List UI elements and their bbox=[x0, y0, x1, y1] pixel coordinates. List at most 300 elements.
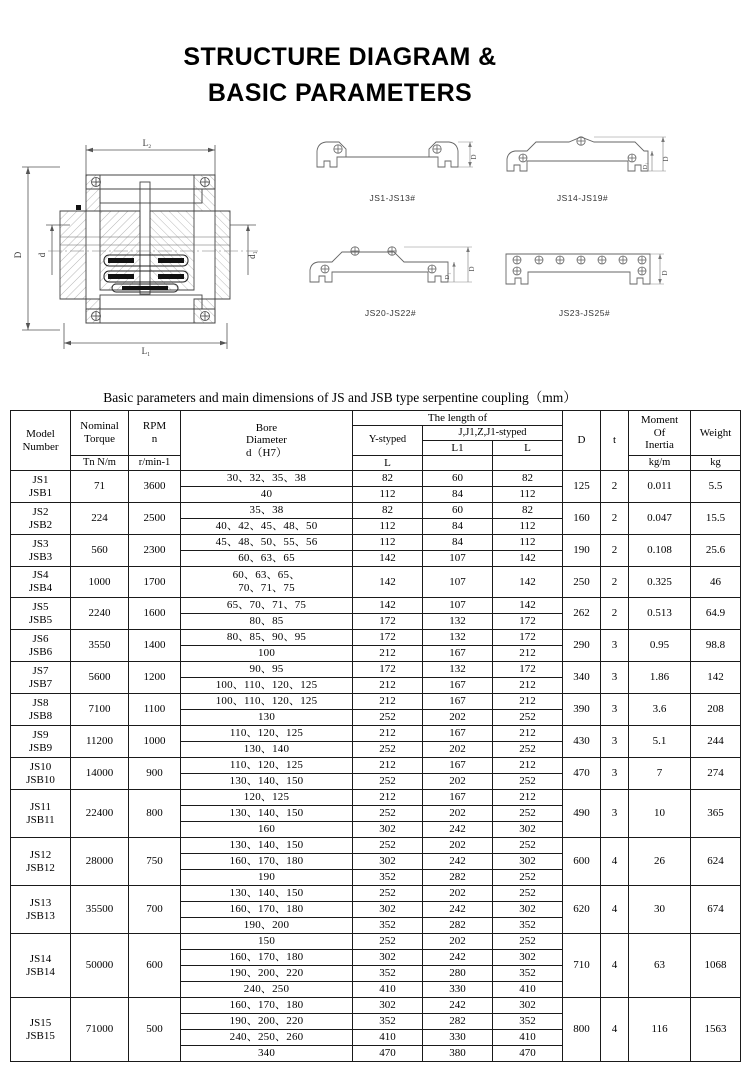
th-torque-line2: Torque bbox=[84, 433, 115, 445]
cell-bore-diameter: 40 bbox=[181, 487, 353, 503]
cell-length-l1: 242 bbox=[423, 950, 493, 966]
cell-nominal-torque: 224 bbox=[71, 503, 129, 535]
cell-length-l1: 330 bbox=[423, 1030, 493, 1046]
cell-length-l1: 242 bbox=[423, 822, 493, 838]
page-title bbox=[0, 0, 680, 111]
cell-weight: 64.9 bbox=[691, 598, 741, 630]
th-model-line2: Number bbox=[22, 440, 59, 453]
cell-length-l-second: 470 bbox=[493, 1046, 563, 1062]
cell-bore-diameter: 190、200、220 bbox=[181, 1014, 353, 1030]
cell-weight: 674 bbox=[691, 886, 741, 934]
cell-d: 620 bbox=[563, 886, 601, 934]
th-d: D bbox=[563, 411, 601, 471]
cell-length-l-second: 112 bbox=[493, 519, 563, 535]
table-row bbox=[11, 886, 741, 902]
cell-length-l1: 282 bbox=[423, 870, 493, 886]
cell-d: 710 bbox=[563, 934, 601, 998]
th-l-second: L bbox=[493, 441, 563, 456]
cell-length-l: 212 bbox=[353, 678, 423, 694]
cell-rpm: 1000 bbox=[129, 726, 181, 758]
th-moi-unit: kg/m bbox=[629, 456, 691, 471]
cell-length-l: 302 bbox=[353, 998, 423, 1014]
cell-length-l: 142 bbox=[353, 598, 423, 614]
cell-bore-diameter: 160 bbox=[181, 822, 353, 838]
model-variant: JSB2 bbox=[28, 518, 53, 531]
cell-length-l1: 107 bbox=[423, 567, 493, 598]
svg-text:D: D bbox=[13, 251, 23, 259]
cell-length-l1: 167 bbox=[423, 694, 493, 710]
cell-nominal-torque: 560 bbox=[71, 535, 129, 567]
table-row bbox=[11, 838, 741, 854]
cell-length-l-second: 212 bbox=[493, 678, 563, 694]
cell-d: 190 bbox=[563, 535, 601, 567]
cell-bore-diameter: 100 bbox=[181, 646, 353, 662]
cell-length-l-second: 302 bbox=[493, 950, 563, 966]
cell-d: 470 bbox=[563, 758, 601, 790]
cell-rpm: 3600 bbox=[129, 471, 181, 503]
svg-text:D₁: D₁ bbox=[642, 162, 649, 170]
cover-caption-1: JS1-JS13# bbox=[369, 193, 416, 203]
svg-text:D: D bbox=[470, 154, 478, 160]
cell-length-l: 112 bbox=[353, 519, 423, 535]
cell-d: 125 bbox=[563, 471, 601, 503]
cell-model-number bbox=[11, 934, 71, 998]
cell-length-l1: 202 bbox=[423, 806, 493, 822]
svg-text:L₁: L₁ bbox=[141, 346, 151, 356]
cell-model-number bbox=[11, 662, 71, 694]
cell-rpm: 1400 bbox=[129, 630, 181, 662]
cell-length-l-second: 252 bbox=[493, 710, 563, 726]
cell-model-number bbox=[11, 630, 71, 662]
th-model-line1: Model bbox=[26, 427, 55, 440]
cell-moment-of-inertia: 0.95 bbox=[629, 630, 691, 662]
cell-rpm: 800 bbox=[129, 790, 181, 838]
cell-length-l1: 132 bbox=[423, 614, 493, 630]
cell-bore-diameter: 100、110、120、125 bbox=[181, 694, 353, 710]
cell-rpm: 1700 bbox=[129, 567, 181, 598]
cell-d: 160 bbox=[563, 503, 601, 535]
cell-nominal-torque: 11200 bbox=[71, 726, 129, 758]
cell-rpm: 750 bbox=[129, 838, 181, 886]
cell-length-l: 82 bbox=[353, 503, 423, 519]
th-moi-line2: Of bbox=[653, 426, 666, 439]
model-variant: JS10 bbox=[29, 760, 52, 773]
cell-length-l-second: 172 bbox=[493, 614, 563, 630]
cell-t: 4 bbox=[601, 998, 629, 1062]
cell-length-l-second: 142 bbox=[493, 551, 563, 567]
cell-model-number bbox=[11, 790, 71, 838]
table-head bbox=[11, 411, 741, 471]
cell-length-l-second: 172 bbox=[493, 630, 563, 646]
cell-model-number bbox=[11, 567, 71, 598]
cell-length-l: 470 bbox=[353, 1046, 423, 1062]
cell-length-l1: 280 bbox=[423, 966, 493, 982]
cell-length-l-second: 252 bbox=[493, 806, 563, 822]
cell-rpm: 1100 bbox=[129, 694, 181, 726]
cell-model-number bbox=[11, 726, 71, 758]
table-row bbox=[11, 998, 741, 1014]
cell-length-l-second: 252 bbox=[493, 870, 563, 886]
cell-weight: 142 bbox=[691, 662, 741, 694]
table-row bbox=[11, 790, 741, 806]
cell-length-l: 410 bbox=[353, 1030, 423, 1046]
cell-d: 340 bbox=[563, 662, 601, 694]
cell-bore-diameter: 190、200、220 bbox=[181, 966, 353, 982]
cell-moment-of-inertia: 7 bbox=[629, 758, 691, 790]
cell-d: 490 bbox=[563, 790, 601, 838]
th-weight: Weight bbox=[691, 411, 741, 456]
cell-weight: 365 bbox=[691, 790, 741, 838]
cell-nominal-torque: 50000 bbox=[71, 934, 129, 998]
cell-length-l1: 84 bbox=[423, 519, 493, 535]
cell-nominal-torque: 3550 bbox=[71, 630, 129, 662]
table-row bbox=[11, 567, 741, 598]
table-row bbox=[11, 694, 741, 710]
model-variant: JSB11 bbox=[26, 813, 55, 826]
model-variant: JSB7 bbox=[28, 677, 53, 690]
cell-nominal-torque: 2240 bbox=[71, 598, 129, 630]
table-row bbox=[11, 934, 741, 950]
table-row bbox=[11, 535, 741, 551]
cell-moment-of-inertia: 1.86 bbox=[629, 662, 691, 694]
th-bore-diameter bbox=[181, 411, 353, 471]
cover-profile-js1-js13 bbox=[305, 133, 480, 208]
cell-weight: 1068 bbox=[691, 934, 741, 998]
cell-bore-diameter: 90、95 bbox=[181, 662, 353, 678]
cell-length-l: 212 bbox=[353, 758, 423, 774]
cell-bore-diameter: 130、140 bbox=[181, 742, 353, 758]
cover-profile-js20-js22 bbox=[298, 240, 483, 323]
cell-bore-diameter: 110、120、125 bbox=[181, 726, 353, 742]
cell-bore-diameter: 60、63、65 bbox=[181, 551, 353, 567]
model-variant: JSB13 bbox=[26, 909, 55, 922]
cell-length-l-second: 252 bbox=[493, 886, 563, 902]
cell-bore-diameter: 240、250 bbox=[181, 982, 353, 998]
model-variant: JSB10 bbox=[26, 773, 55, 786]
cell-d: 250 bbox=[563, 567, 601, 598]
cell-nominal-torque: 1000 bbox=[71, 567, 129, 598]
cell-t: 3 bbox=[601, 694, 629, 726]
th-l2-unit bbox=[493, 456, 563, 471]
cell-model-number bbox=[11, 758, 71, 790]
cell-length-l-second: 302 bbox=[493, 902, 563, 918]
th-nominal-torque bbox=[71, 411, 129, 456]
cell-t: 2 bbox=[601, 503, 629, 535]
cell-t: 3 bbox=[601, 790, 629, 838]
table-row bbox=[11, 471, 741, 487]
cell-length-l-second: 142 bbox=[493, 598, 563, 614]
cell-bore-diameter: 130 bbox=[181, 710, 353, 726]
table-body bbox=[11, 471, 741, 1062]
svg-text:D: D bbox=[468, 266, 476, 272]
model-variant: JSB5 bbox=[28, 613, 53, 626]
table-row bbox=[11, 598, 741, 614]
cell-bore-diameter: 150 bbox=[181, 934, 353, 950]
cell-weight: 46 bbox=[691, 567, 741, 598]
cell-length-l: 142 bbox=[353, 567, 423, 598]
cell-length-l-second: 112 bbox=[493, 487, 563, 503]
th-j-styped: J,J1,Z,J1-styped bbox=[423, 426, 563, 441]
cell-length-l1: 242 bbox=[423, 854, 493, 870]
cell-length-l-second: 252 bbox=[493, 774, 563, 790]
cell-length-l1: 202 bbox=[423, 838, 493, 854]
cell-t: 3 bbox=[601, 662, 629, 694]
cell-length-l: 142 bbox=[353, 551, 423, 567]
cell-bore-diameter: 110、120、125 bbox=[181, 758, 353, 774]
cell-length-l: 302 bbox=[353, 822, 423, 838]
main-cross-section-drawing bbox=[8, 127, 276, 360]
table-row bbox=[11, 630, 741, 646]
cell-length-l-second: 142 bbox=[493, 567, 563, 598]
cell-moment-of-inertia: 0.325 bbox=[629, 567, 691, 598]
th-length-group: The length of bbox=[353, 411, 563, 426]
cell-nominal-torque: 28000 bbox=[71, 838, 129, 886]
cell-weight: 624 bbox=[691, 838, 741, 886]
cell-bore-diameter: 340 bbox=[181, 1046, 353, 1062]
spec-table-wrapper bbox=[10, 386, 732, 1062]
model-variant: JS11 bbox=[30, 800, 51, 813]
model-variant: JSB9 bbox=[28, 741, 53, 754]
cover-profile-js23-js25 bbox=[492, 240, 677, 323]
cell-length-l-second: 212 bbox=[493, 694, 563, 710]
cell-weight: 25.6 bbox=[691, 535, 741, 567]
model-variant: JSB14 bbox=[26, 965, 55, 978]
cell-length-l: 252 bbox=[353, 742, 423, 758]
cell-weight: 1563 bbox=[691, 998, 741, 1062]
model-variant: JSB3 bbox=[28, 550, 53, 563]
cell-bore-diameter: 240、250、260 bbox=[181, 1030, 353, 1046]
cell-moment-of-inertia: 10 bbox=[629, 790, 691, 838]
cell-nominal-torque: 35500 bbox=[71, 886, 129, 934]
cell-length-l1: 167 bbox=[423, 678, 493, 694]
model-variant: JS8 bbox=[32, 696, 49, 709]
cell-d: 800 bbox=[563, 998, 601, 1062]
cell-t: 2 bbox=[601, 567, 629, 598]
cell-length-l: 172 bbox=[353, 662, 423, 678]
cell-rpm: 900 bbox=[129, 758, 181, 790]
cell-length-l1: 282 bbox=[423, 918, 493, 934]
th-bore-line2: Diameter bbox=[246, 434, 287, 447]
cell-length-l: 112 bbox=[353, 487, 423, 503]
cell-length-l-second: 212 bbox=[493, 790, 563, 806]
table-row bbox=[11, 758, 741, 774]
cell-length-l1: 167 bbox=[423, 726, 493, 742]
cover-caption-3: JS20-JS22# bbox=[364, 308, 417, 318]
cell-moment-of-inertia: 30 bbox=[629, 886, 691, 934]
th-l: L bbox=[353, 456, 423, 471]
cell-length-l1: 167 bbox=[423, 646, 493, 662]
cell-nominal-torque: 71 bbox=[71, 471, 129, 503]
cell-length-l-second: 352 bbox=[493, 918, 563, 934]
cell-bore-diameter: 130、140、150 bbox=[181, 838, 353, 854]
cell-length-l-second: 212 bbox=[493, 726, 563, 742]
cell-length-l1: 380 bbox=[423, 1046, 493, 1062]
title-line-2: BASIC PARAMETERS bbox=[207, 78, 473, 107]
cell-weight: 5.5 bbox=[691, 471, 741, 503]
cell-weight: 274 bbox=[691, 758, 741, 790]
svg-text:D: D bbox=[661, 270, 669, 276]
cell-moment-of-inertia: 0.011 bbox=[629, 471, 691, 503]
cell-moment-of-inertia: 63 bbox=[629, 934, 691, 998]
cell-bore-diameter: 160、170、180 bbox=[181, 950, 353, 966]
model-variant: JSB6 bbox=[28, 645, 53, 658]
cell-d: 262 bbox=[563, 598, 601, 630]
cell-bore-diameter: 30、32、35、38 bbox=[181, 471, 353, 487]
cell-length-l: 252 bbox=[353, 710, 423, 726]
cell-bore-diameter: 130、140、150 bbox=[181, 774, 353, 790]
svg-text:d: d bbox=[37, 252, 47, 258]
cell-length-l-second: 82 bbox=[493, 471, 563, 487]
cell-length-l: 252 bbox=[353, 774, 423, 790]
cell-d: 390 bbox=[563, 694, 601, 726]
cell-length-l-second: 410 bbox=[493, 1030, 563, 1046]
th-y-styped: Y-styped bbox=[353, 426, 423, 456]
cell-length-l1: 202 bbox=[423, 742, 493, 758]
cell-bore-diameter: 190 bbox=[181, 870, 353, 886]
model-variant: JS15 bbox=[29, 1016, 52, 1029]
cover-caption-4: JS23-JS25# bbox=[558, 308, 611, 318]
cell-bore-diameter: 80、85、90、95 bbox=[181, 630, 353, 646]
cell-model-number bbox=[11, 535, 71, 567]
th-rpm bbox=[129, 411, 181, 456]
cell-rpm: 2500 bbox=[129, 503, 181, 535]
cell-length-l-second: 352 bbox=[493, 966, 563, 982]
cell-t: 4 bbox=[601, 886, 629, 934]
cell-length-l: 212 bbox=[353, 694, 423, 710]
cell-moment-of-inertia: 5.1 bbox=[629, 726, 691, 758]
model-variant: JS6 bbox=[32, 632, 49, 645]
cell-t: 2 bbox=[601, 535, 629, 567]
th-bore-line3: d（H7） bbox=[246, 446, 287, 459]
cell-length-l: 302 bbox=[353, 854, 423, 870]
th-moment-of-inertia bbox=[629, 411, 691, 456]
spec-table bbox=[10, 410, 741, 1062]
cell-rpm: 700 bbox=[129, 886, 181, 934]
cell-model-number bbox=[11, 694, 71, 726]
cell-nominal-torque: 5600 bbox=[71, 662, 129, 694]
cell-bore-diameter: 160、170、180 bbox=[181, 854, 353, 870]
cell-length-l: 352 bbox=[353, 918, 423, 934]
cell-length-l: 352 bbox=[353, 1014, 423, 1030]
cell-t: 3 bbox=[601, 758, 629, 790]
cell-length-l: 212 bbox=[353, 726, 423, 742]
cell-length-l: 410 bbox=[353, 982, 423, 998]
cell-length-l1: 60 bbox=[423, 503, 493, 519]
cell-bore-diameter: 35、38 bbox=[181, 503, 353, 519]
cell-bore-diameter: 130、140、150 bbox=[181, 806, 353, 822]
cell-length-l: 212 bbox=[353, 646, 423, 662]
cell-bore-diameter: 120、125 bbox=[181, 790, 353, 806]
th-l1: L1 bbox=[423, 441, 493, 456]
model-variant: JSB8 bbox=[28, 709, 53, 722]
model-variant: JS9 bbox=[32, 728, 49, 741]
cell-length-l: 252 bbox=[353, 886, 423, 902]
cell-nominal-torque: 22400 bbox=[71, 790, 129, 838]
cell-rpm: 600 bbox=[129, 934, 181, 998]
model-variant: JS13 bbox=[29, 896, 52, 909]
cell-length-l1: 60 bbox=[423, 471, 493, 487]
cell-model-number bbox=[11, 471, 71, 503]
model-variant: JS14 bbox=[29, 952, 52, 965]
cell-rpm: 1600 bbox=[129, 598, 181, 630]
cell-length-l1: 84 bbox=[423, 487, 493, 503]
cell-d: 290 bbox=[563, 630, 601, 662]
cell-length-l1: 202 bbox=[423, 886, 493, 902]
cell-bore-diameter: 40、42、45、48、50 bbox=[181, 519, 353, 535]
cell-t: 3 bbox=[601, 726, 629, 758]
cell-bore-diameter: 45、48、50、55、56 bbox=[181, 535, 353, 551]
th-weight-unit: kg bbox=[691, 456, 741, 471]
svg-text:d₁: d₁ bbox=[247, 251, 257, 259]
th-torque-line1: Nominal bbox=[80, 420, 119, 433]
model-variant: JS2 bbox=[32, 505, 49, 518]
model-variant: JS3 bbox=[32, 537, 49, 550]
cell-weight: 15.5 bbox=[691, 503, 741, 535]
cell-length-l: 352 bbox=[353, 870, 423, 886]
cell-length-l-second: 212 bbox=[493, 646, 563, 662]
cell-length-l1: 84 bbox=[423, 535, 493, 551]
cell-length-l1: 132 bbox=[423, 630, 493, 646]
table-row bbox=[11, 503, 741, 519]
th-rpm-line2: n bbox=[151, 433, 158, 445]
cell-model-number bbox=[11, 998, 71, 1062]
cell-model-number bbox=[11, 598, 71, 630]
model-variant: JSB1 bbox=[28, 486, 53, 499]
table-caption: Basic parameters and main dimensions of JS and JSB type serpentine coupling（mm） bbox=[103, 390, 577, 405]
cell-bore-diameter: 65、70、71、75 bbox=[181, 598, 353, 614]
model-variant: JS7 bbox=[32, 664, 49, 677]
cell-length-l-second: 352 bbox=[493, 1014, 563, 1030]
model-variant: JSB4 bbox=[28, 582, 53, 594]
cell-length-l: 252 bbox=[353, 838, 423, 854]
cover-caption-2: JS14-JS19# bbox=[556, 193, 609, 203]
cell-bore-diameter: 160、170、180 bbox=[181, 902, 353, 918]
cell-length-l: 172 bbox=[353, 614, 423, 630]
cell-length-l-second: 252 bbox=[493, 742, 563, 758]
cell-length-l: 352 bbox=[353, 966, 423, 982]
cell-length-l-second: 302 bbox=[493, 998, 563, 1014]
cell-moment-of-inertia: 0.108 bbox=[629, 535, 691, 567]
cell-bore-diameter: 60、63、65、 70、71、75 bbox=[181, 567, 353, 598]
cell-length-l1: 202 bbox=[423, 710, 493, 726]
cell-t: 4 bbox=[601, 934, 629, 998]
cell-t: 2 bbox=[601, 471, 629, 503]
model-variant: JS1 bbox=[32, 473, 49, 486]
cell-bore-diameter: 80、85 bbox=[181, 614, 353, 630]
cell-weight: 98.8 bbox=[691, 630, 741, 662]
cell-length-l-second: 212 bbox=[493, 758, 563, 774]
cell-length-l1: 167 bbox=[423, 758, 493, 774]
th-moi-line3: Inertia bbox=[645, 439, 674, 452]
cell-length-l1: 242 bbox=[423, 998, 493, 1014]
cell-moment-of-inertia: 0.513 bbox=[629, 598, 691, 630]
cell-length-l: 302 bbox=[353, 950, 423, 966]
th-rpm-unit: r/min-1 bbox=[129, 456, 181, 471]
th-t: t bbox=[601, 411, 629, 471]
cell-nominal-torque: 7100 bbox=[71, 694, 129, 726]
cell-length-l: 252 bbox=[353, 934, 423, 950]
cell-length-l1: 132 bbox=[423, 662, 493, 678]
cell-d: 430 bbox=[563, 726, 601, 758]
cell-length-l-second: 172 bbox=[493, 662, 563, 678]
model-variant: JS4 bbox=[32, 569, 49, 582]
cell-d: 600 bbox=[563, 838, 601, 886]
svg-text:D: D bbox=[662, 156, 670, 162]
cell-weight: 208 bbox=[691, 694, 741, 726]
cell-bore-diameter: 100、110、120、125 bbox=[181, 678, 353, 694]
cell-length-l: 112 bbox=[353, 535, 423, 551]
cell-weight: 244 bbox=[691, 726, 741, 758]
